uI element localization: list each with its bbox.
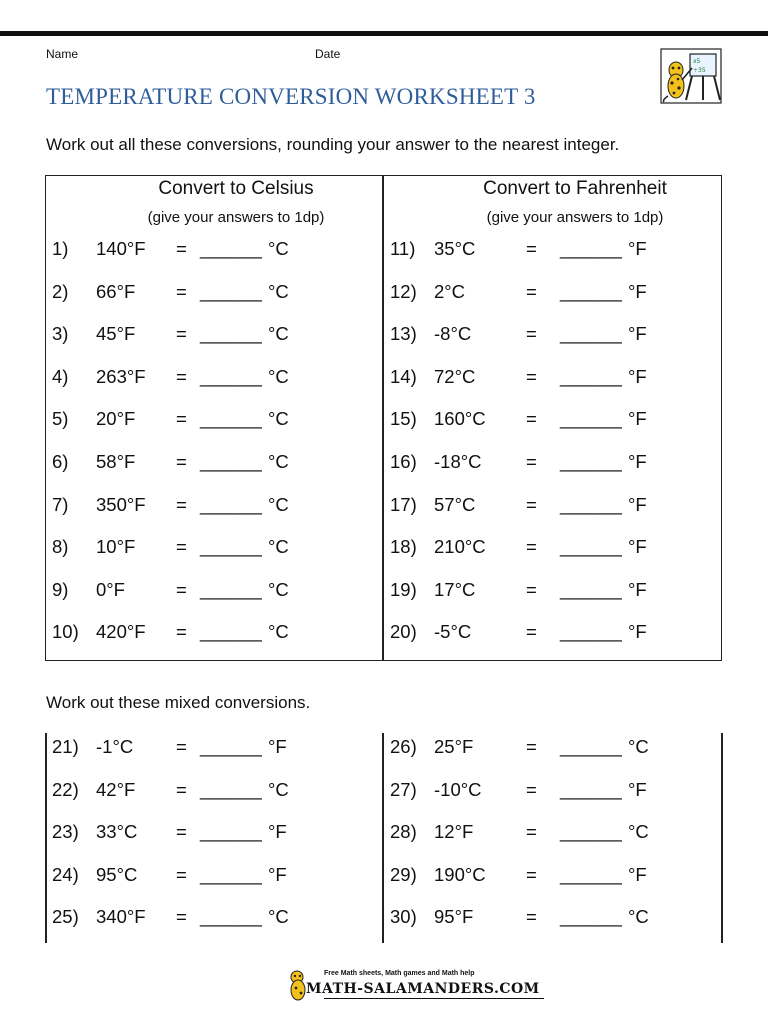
question-number: 29) (390, 863, 417, 885)
answer-blank[interactable]: ______ (200, 621, 262, 643)
question-number: 10) (52, 621, 79, 643)
equals-sign: = (176, 493, 187, 515)
answer-unit: °C (268, 408, 289, 430)
answer-unit: °C (628, 736, 649, 757)
question-number: 27) (390, 778, 417, 800)
given-value: 190°C (434, 863, 486, 885)
celsius-subheading: (give your answers to 1dp) (147, 209, 325, 226)
equals-sign: = (526, 238, 537, 259)
question-number: 19) (390, 578, 417, 600)
answer-blank[interactable]: ______ (200, 280, 262, 302)
equals-sign: = (176, 578, 187, 600)
given-value: 58°F (96, 451, 136, 472)
answer-blank[interactable]: ______ (200, 863, 262, 885)
answer-unit: °C (268, 621, 289, 643)
answer-unit: °C (268, 493, 289, 515)
given-value: 95°C (96, 863, 138, 885)
given-value: 340°F (96, 906, 146, 928)
question-number: 12) (390, 280, 417, 302)
given-value: 0°F (96, 578, 125, 600)
equals-sign: = (176, 451, 187, 472)
question-number: 30) (390, 906, 417, 928)
question-number: 5) (52, 408, 69, 430)
equals-sign: = (526, 621, 537, 643)
equals-sign: = (176, 238, 187, 259)
given-value: 17°C (434, 578, 476, 600)
given-value: 57°C (434, 493, 476, 515)
equals-sign: = (526, 451, 537, 472)
equals-sign: = (526, 736, 537, 757)
footer-logo (286, 968, 540, 1004)
answer-blank[interactable]: ______ (560, 863, 622, 885)
question-number: 23) (52, 821, 79, 843)
question-number: 16) (390, 451, 417, 472)
answer-unit: °C (268, 778, 289, 800)
question-number: 6) (52, 451, 69, 472)
equals-sign: = (176, 821, 187, 843)
equals-sign: = (176, 408, 187, 430)
answer-unit: °C (268, 280, 289, 302)
given-value: 210°C (434, 536, 486, 558)
answer-blank[interactable]: ______ (200, 493, 262, 515)
question-number: 22) (52, 778, 79, 800)
equals-sign: = (176, 365, 187, 387)
question-number: 28) (390, 821, 417, 843)
answer-blank[interactable]: ______ (560, 451, 622, 472)
answer-blank[interactable]: ______ (200, 323, 262, 345)
answer-unit: °F (268, 736, 287, 757)
equals-sign: = (176, 536, 187, 558)
answer-blank[interactable]: ______ (560, 621, 622, 643)
name-label: Name (46, 47, 79, 61)
equals-sign: = (526, 863, 537, 885)
answer-unit: °F (628, 408, 647, 430)
worksheet-title: TEMPERATURE CONVERSION WORKSHEET 3 (46, 84, 536, 109)
given-value: 350°F (96, 493, 146, 515)
answer-blank[interactable]: ______ (560, 408, 622, 430)
answer-blank[interactable]: ______ (560, 536, 622, 558)
answer-unit: °F (628, 578, 647, 600)
answer-unit: °F (628, 493, 647, 515)
given-value: 10°F (96, 536, 136, 558)
section1-divider (382, 175, 384, 661)
equals-sign: = (526, 408, 537, 430)
answer-blank[interactable]: ______ (200, 578, 262, 600)
equals-sign: = (176, 736, 187, 757)
question-number: 2) (52, 280, 69, 302)
answer-blank[interactable]: ______ (200, 821, 262, 843)
answer-blank[interactable]: ______ (200, 778, 262, 800)
given-value: 160°C (434, 408, 486, 430)
answer-unit: °C (268, 906, 289, 928)
given-value: 35°C (434, 238, 476, 259)
equals-sign: = (526, 821, 537, 843)
given-value: 12°F (434, 821, 474, 843)
instruction-mixed: Work out these mixed conversions. (46, 693, 311, 712)
answer-unit: °F (628, 621, 647, 643)
given-value: 140°F (96, 238, 146, 259)
question-number: 14) (390, 365, 417, 387)
answer-blank[interactable]: ______ (200, 408, 262, 430)
answer-unit: °F (628, 280, 647, 302)
equals-sign: = (176, 323, 187, 345)
given-value: 95°F (434, 906, 474, 928)
answer-unit: °F (628, 365, 647, 387)
answer-blank[interactable]: ______ (560, 578, 622, 600)
equals-sign: = (176, 621, 187, 643)
equals-sign: = (176, 778, 187, 800)
answer-blank[interactable]: ______ (560, 821, 622, 843)
equals-sign: = (526, 365, 537, 387)
answer-unit: °F (628, 536, 647, 558)
question-number: 1) (52, 238, 69, 259)
answer-blank[interactable]: ______ (560, 778, 622, 800)
answer-blank[interactable]: ______ (560, 493, 622, 515)
answer-blank[interactable]: ______ (200, 536, 262, 558)
question-number: 3) (52, 323, 69, 345)
given-value: 2°C (434, 280, 466, 302)
given-value: 25°F (434, 736, 474, 757)
answer-unit: °F (268, 863, 287, 885)
equals-sign: = (526, 578, 537, 600)
logo-board-line-2: ÷35 (693, 67, 706, 74)
answer-unit: °F (628, 451, 647, 472)
question-number: 24) (52, 863, 79, 885)
answer-unit: °F (628, 778, 647, 800)
answer-blank[interactable]: ______ (560, 238, 622, 259)
question-number: 13) (390, 323, 417, 345)
footer-tagline: Free Math sheets, Math games and Math help (324, 970, 475, 977)
answer-blank[interactable]: ______ (560, 906, 622, 928)
fahrenheit-subheading: (give your answers to 1dp) (486, 209, 664, 226)
question-number: 8) (52, 536, 69, 558)
given-value: -5°C (434, 621, 472, 643)
answer-unit: °C (268, 238, 289, 259)
question-number: 18) (390, 536, 417, 558)
equals-sign: = (526, 906, 537, 928)
answer-unit: °C (268, 323, 289, 345)
given-value: 45°F (96, 323, 136, 345)
given-value: 263°F (96, 365, 146, 387)
answer-unit: °C (628, 821, 649, 843)
question-number: 20) (390, 621, 417, 643)
equals-sign: = (526, 493, 537, 515)
answer-unit: °F (268, 821, 287, 843)
equals-sign: = (176, 863, 187, 885)
answer-blank[interactable]: ______ (560, 365, 622, 387)
answer-unit: °C (268, 578, 289, 600)
given-value: -8°C (434, 323, 472, 345)
equals-sign: = (176, 906, 187, 928)
answer-blank[interactable]: ______ (560, 280, 622, 302)
question-number: 4) (52, 365, 69, 387)
answer-unit: °C (628, 906, 649, 928)
question-number: 9) (52, 578, 69, 600)
answer-blank[interactable]: ______ (200, 365, 262, 387)
given-value: 72°C (434, 365, 476, 387)
given-value: -18°C (434, 451, 482, 472)
salamander-logo-icon (660, 48, 722, 104)
equals-sign: = (176, 280, 187, 302)
section2-middle-rule (382, 733, 384, 943)
equals-sign: = (526, 778, 537, 800)
convert-to-fahrenheit-heading: Convert to Fahrenheit (483, 178, 667, 199)
answer-unit: °F (628, 238, 647, 259)
equals-sign: = (526, 323, 537, 345)
convert-to-celsius-heading: Convert to Celsius (158, 178, 314, 199)
given-value: -1°C (96, 736, 134, 757)
answer-unit: °C (268, 536, 289, 558)
given-value: 20°F (96, 408, 136, 430)
given-value: -10°C (434, 778, 482, 800)
equals-sign: = (526, 536, 537, 558)
footer-brand: MATH-SALAMANDERS.COM (306, 981, 540, 997)
answer-blank[interactable]: ______ (200, 238, 262, 259)
answer-blank[interactable]: ______ (200, 736, 262, 757)
answer-unit: °F (628, 863, 647, 885)
question-number: 21) (52, 736, 79, 757)
answer-blank[interactable]: ______ (560, 736, 622, 757)
question-number: 15) (390, 408, 417, 430)
answer-blank[interactable]: ______ (200, 451, 262, 472)
instruction-rounding: Work out all these conversions, rounding your answer to the nearest integer. (46, 135, 620, 154)
given-value: 42°F (96, 778, 136, 800)
section2-right-rule (721, 733, 723, 943)
section2-left-rule (45, 733, 47, 943)
answer-unit: °C (268, 451, 289, 472)
question-number: 11) (390, 238, 416, 259)
answer-blank[interactable]: ______ (200, 906, 262, 928)
given-value: 66°F (96, 280, 136, 302)
top-rule (0, 31, 768, 36)
equals-sign: = (526, 280, 537, 302)
answer-blank[interactable]: ______ (560, 323, 622, 345)
question-number: 26) (390, 736, 417, 757)
given-value: 33°C (96, 821, 138, 843)
logo-board-line-1: x5 (693, 58, 701, 65)
answer-unit: °F (628, 323, 647, 345)
given-value: 420°F (96, 621, 146, 643)
question-number: 25) (52, 906, 79, 928)
answer-unit: °C (268, 365, 289, 387)
question-number: 7) (52, 493, 69, 515)
date-label: Date (315, 47, 341, 61)
question-number: 17) (390, 493, 417, 515)
